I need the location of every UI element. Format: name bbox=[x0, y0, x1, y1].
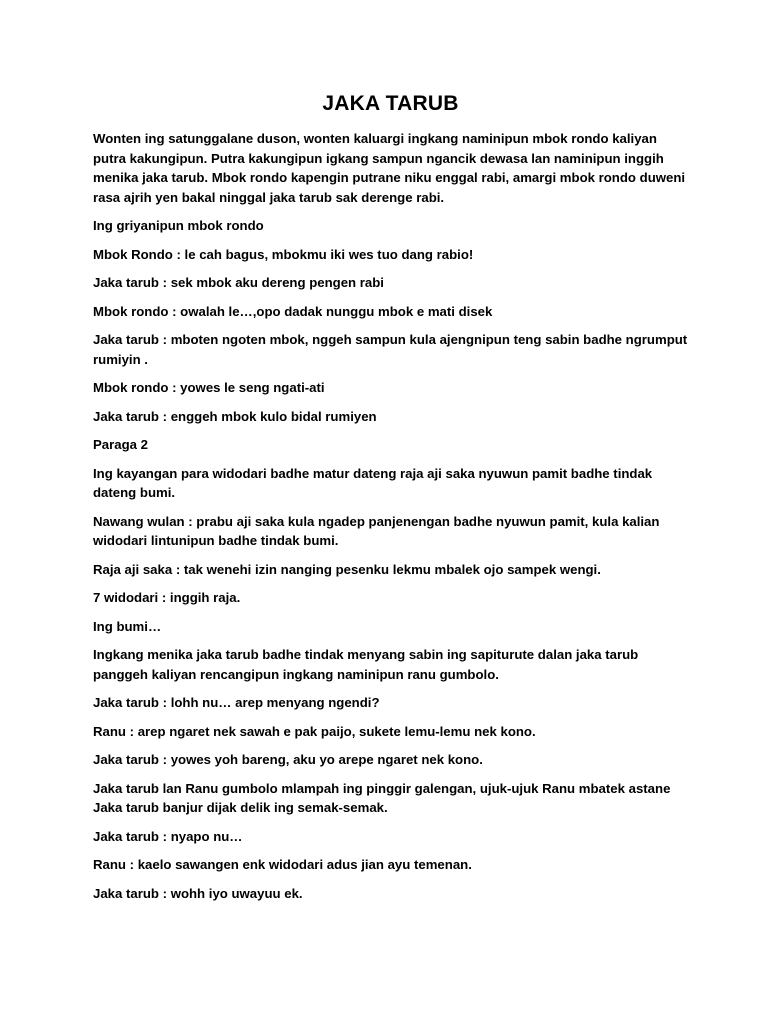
paragraph: Nawang wulan : prabu aji saka kula ngadep panjenengan badhe nyuwun pamit, kula kalian widodari lintunipun badhe tindak bumi. bbox=[93, 513, 660, 548]
paragraph: Jaka tarub lan Ranu gumbolo mlampah ing pinggir galengan, ujuk-ujuk Ranu mbatek astane Jaka tarub banjur dijak delik ing semak-semak. bbox=[93, 780, 671, 815]
paragraph: Ing griyanipun mbok rondo bbox=[93, 218, 264, 233]
paragraph: Ingkang menika jaka tarub badhe tindak menyang sabin ing sapiturute dalan jaka tarub panggeh kaliyan rencangipun ingkang naminipun ranu gumbolo. bbox=[93, 647, 639, 682]
paragraph: Ing bumi… bbox=[93, 618, 162, 634]
paragraph: Mbok rondo : owalah le…,opo dadak nunggu mbok e mati disek bbox=[93, 303, 493, 319]
paragraph: Jaka tarub : enggeh mbok kulo bidal rumiyen bbox=[93, 408, 377, 424]
paragraph: Paraga 2 bbox=[93, 437, 148, 452]
paragraph: Ranu : arep ngaret nek sawah e pak paijo, sukete lemu-lemu nek kono. bbox=[93, 723, 536, 739]
paragraph: Mbok rondo : yowes le seng ngati-ati bbox=[93, 380, 325, 395]
document-title: JAKA TARUB bbox=[322, 92, 459, 115]
paragraph: Jaka tarub : yowes yoh bareng, aku yo arepe ngaret nek kono. bbox=[93, 752, 483, 767]
paragraph: Ing kayangan para widodari badhe matur dateng raja aji saka nyuwun pamit badhe tindak dateng bumi. bbox=[93, 465, 653, 500]
paragraph: Wonten ing satunggalane duson, wonten kaluargi ingkang naminipun mbok rondo kaliyan putra kakungipun. Putra kakungipun igkang sampun ngancik dewasa lan naminipun inggih menika jaka tarub. Mbok rondo kapengin putrane niku enggal rabi, amargi mbok rondo duweni rasa ajrih yen bakal ninggal jaka tarub sak derenge rabi. bbox=[93, 131, 686, 205]
paragraph: Jaka tarub : wohh iyo uwayuu ek. bbox=[93, 885, 303, 901]
paragraph: Jaka tarub : nyapo nu… bbox=[93, 828, 243, 844]
paragraph: Jaka tarub : lohh nu… arep menyang ngendi? bbox=[93, 695, 380, 710]
paragraph: Ranu : kaelo sawangen enk widodari adus jian ayu temenan. bbox=[93, 857, 472, 872]
paragraph: 7 widodari : inggih raja. bbox=[93, 590, 241, 605]
paragraph: Mbok Rondo : le cah bagus, mbokmu iki wes tuo dang rabio! bbox=[93, 246, 474, 262]
paragraph: Jaka tarub : mboten ngoten mbok, nggeh sampun kula ajengnipun teng sabin badhe ngrumput rumiyin . bbox=[93, 332, 688, 367]
paragraph: Raja aji saka : tak wenehi izin nanging pesenku lekmu mbalek ojo sampek wengi. bbox=[93, 561, 601, 577]
paragraph: Jaka tarub : sek mbok aku dereng pengen rabi bbox=[93, 275, 384, 290]
